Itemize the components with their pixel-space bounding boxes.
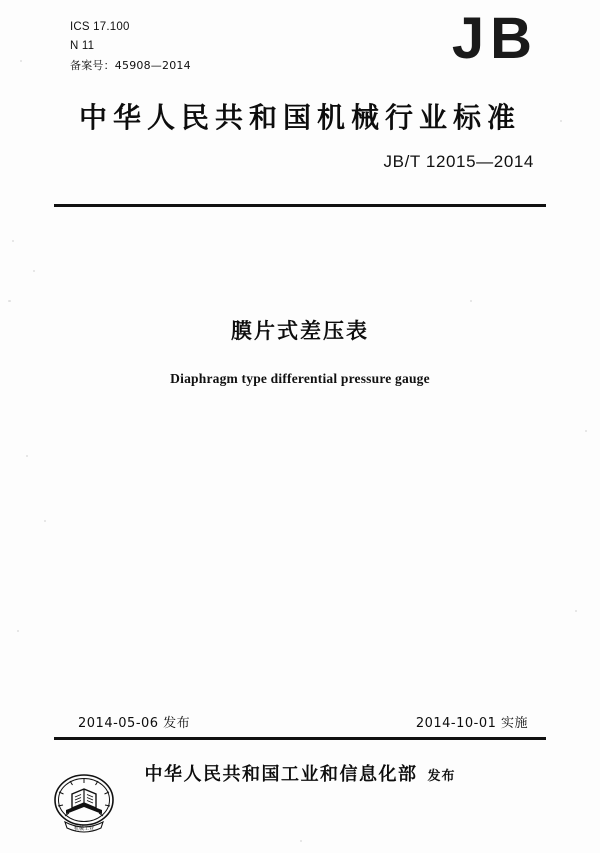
issue-date: 2014-05-06 发布 xyxy=(78,716,191,731)
scan-speck xyxy=(44,520,46,522)
divider-top xyxy=(54,204,546,207)
document-title-chinese: 膜片式差压表 xyxy=(231,319,369,343)
scan-speck xyxy=(8,300,11,302)
divider-bottom xyxy=(54,737,546,740)
effective-date: 2014-10-01 实施 xyxy=(415,716,528,731)
scan-speck xyxy=(33,270,35,272)
svg-text:机械工业: 机械工业 xyxy=(73,826,95,832)
ics-code: ICS 17.100 xyxy=(70,21,130,33)
publisher-name: 中华人民共和国工业和信息化部 xyxy=(144,764,418,785)
scan-speck xyxy=(300,840,302,842)
header-codes xyxy=(70,18,191,75)
scan-speck xyxy=(585,430,587,432)
scan-speck xyxy=(470,300,472,302)
document-title-english: Diaphragm type differential pressure gauge xyxy=(170,371,430,386)
scan-speck xyxy=(575,610,577,612)
category-code: N 11 xyxy=(70,40,95,52)
ministry-emblem-icon xyxy=(52,770,116,838)
national-standard-title: 中华人民共和国机械行业标准 xyxy=(78,101,521,134)
scan-speck xyxy=(20,60,22,62)
scan-speck xyxy=(12,240,14,242)
publisher-verb: 发布 xyxy=(427,769,456,784)
scan-speck xyxy=(26,455,28,457)
jb-logo: JB xyxy=(451,6,538,71)
standard-number: JB/T 12015—2014 xyxy=(383,152,534,171)
scan-speck xyxy=(17,630,19,632)
record-number: 备案号：45908—2014 xyxy=(70,59,191,72)
